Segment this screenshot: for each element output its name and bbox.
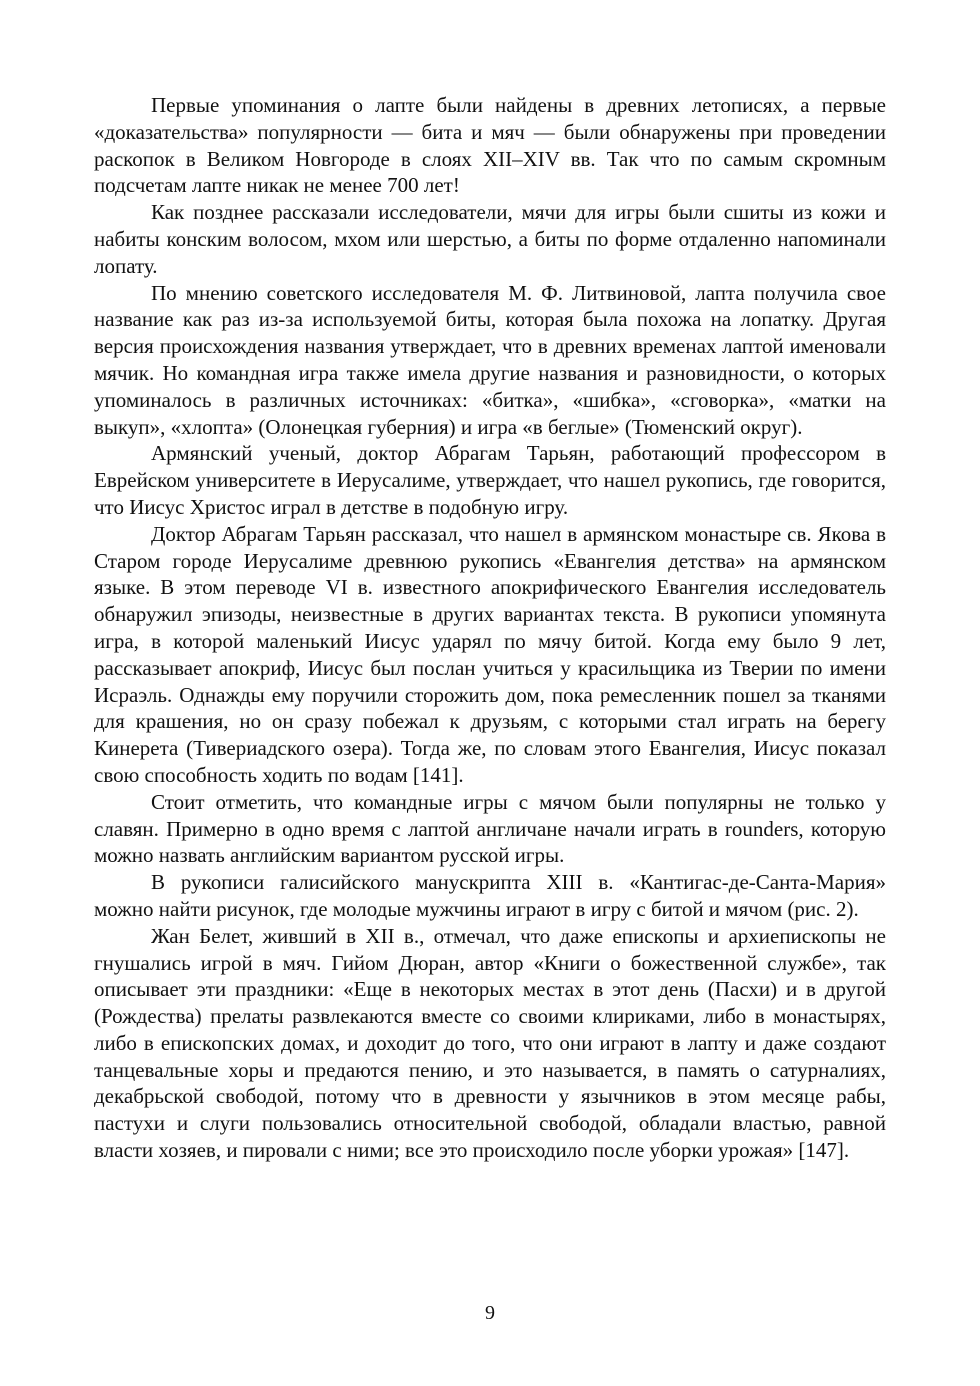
paragraph-5: Доктор Абрагам Тарьян рассказал, что нашел в армянском монастыре св. Якова в Старом городе Иерусалиме древнюю рукопись «Евангелия детства» на армянском языке. В этом переводе VI в. известного апокрифического Евангелия исследователь обнаружил эпизоды, неизвестные в других вариантах текста. В рукописи упомянута игра, в которой маленький Иисус ударял по мячу битой. Когда ему было 9 лет, рассказывает апокриф, Иисус был послан учиться у красильщика из Тверии по имени Исраэль. Однажды ему поручили сторожить дом, пока ремесленник пошел за тканями для крашения, но он сразу побежал к друзьям, с которыми стал играть на берегу Кинерета (Тивериадского озера). Тогда же, по словам этого Евангелия, Иисус показал свою способность ходить по водам [141]. (94, 521, 886, 787)
page-number: 9 (485, 1302, 495, 1324)
paragraph-3: По мнению советского исследователя М. Ф. Литвиновой, лапта получила свое название как раз из-за используемой биты, которая была похожа на лопатку. Другая версия происхождения названия утверждает, что в древних временах лаптой именовали мячик. Но командная игра также имела другие названия и разновидности, о которых упоминалось в различных источниках: «битка», «шибка», «сговорка», «матки на выкуп», «хлопта» (Олонецкая губерния) и игра «в беглые» (Тюменский округ). (94, 280, 886, 439)
page-body (94, 92, 886, 1164)
paragraph-1: Первые упоминания о лапте были найдены в древних летописях, а первые «доказательства» популярности — бита и мяч — были обнаружены при проведении раскопок в Великом Новгороде в слоях XII–XIV вв. Так что по самым скромным подсчетам лапте никак не менее 700 лет! (94, 93, 886, 198)
paragraph-2: Как позднее рассказали исследователи, мячи для игры были сшиты из кожи и набиты конским волосом, мхом или шерстью, а биты по форме отдаленно напоминали лопату. (94, 200, 886, 278)
paragraph-6: Стоит отметить, что командные игры с мячом были популярны не только у славян. Примерно в одно время с лаптой англичане начали играть в rounders, которую можно назвать английским вариантом русской игры. (94, 789, 886, 868)
paragraph-8: Жан Белет, живший в XII в., отмечал, что даже епископы и архиепископы не гнушались игрой в мяч. Гийом Дюран, автор «Книги о божественной службе», так описывает эти праздники: «Еще в некоторых местах в этот день (Пасхи) и в другой (Рождества) прелаты развлекаются вместе со своими клириками, либо в монастырях, либо в епископских домах, и доходит до того, что они играют в лапту и даже создают танцевальные хоры и предаются пению, и это называется, в память о сатурналиях, декабрьской свободой, потому что в древности у язычников в этом месяце рабы, пастухи и слуги пользовались относительной свободой, обладали властью, равной власти хозяев, и пировали с ними; все это происходило после уборки урожая» [147]. (94, 923, 886, 1163)
paragraph-4: Армянский ученый, доктор Абрагам Тарьян, работающий профессором в Еврейском университете в Иерусалиме, утверждает, что нашел рукопись, где говорится, что Иисус Христос играл в детстве в подобную игру. (94, 441, 886, 519)
paragraph-7: В рукописи галисийского манускрипта XIII в. «Кантигас-де-Санта-Мария» можно найти рисунок, где молодые мужчины играют в игру с битой и мячом (рис. 2). (94, 870, 886, 921)
